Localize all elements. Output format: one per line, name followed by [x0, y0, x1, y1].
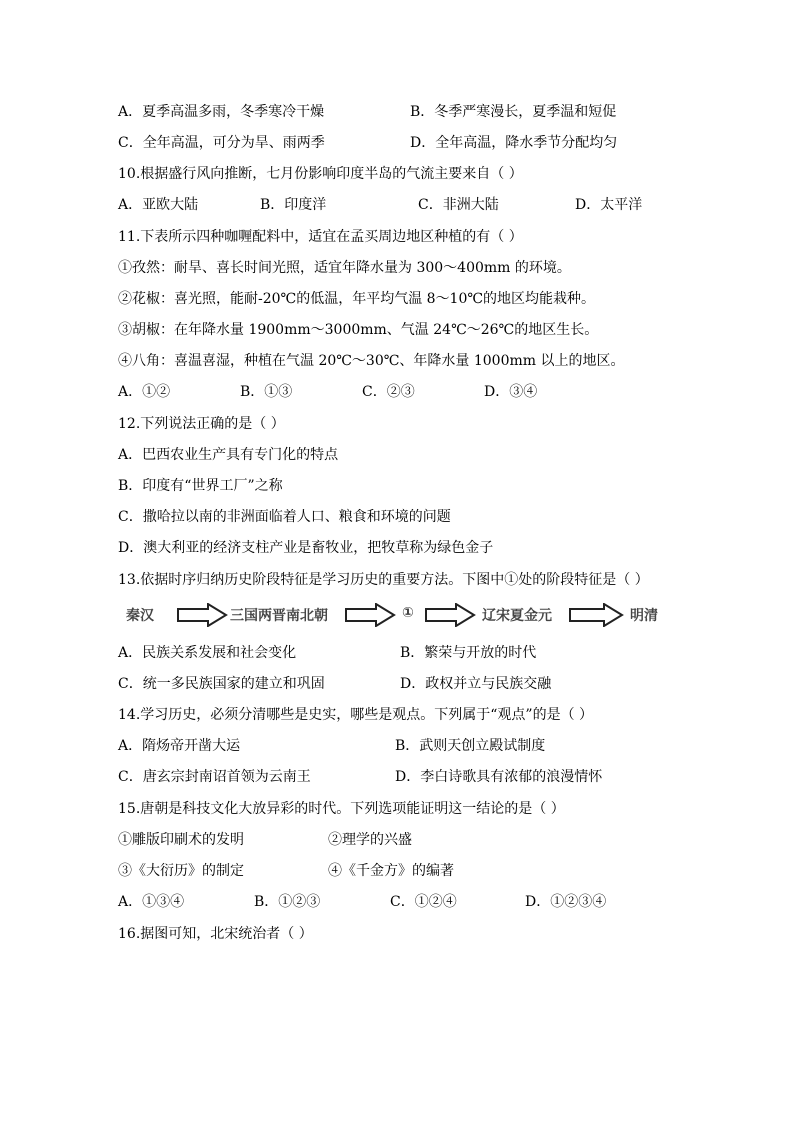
timeline-arrow-icon — [344, 603, 396, 627]
q11-option-b: B．①③ — [240, 384, 293, 400]
timeline-stage-liaosong: 辽宋夏金元 — [482, 608, 552, 624]
q13-option-a: A．民族关系发展和社会变化 — [118, 645, 297, 661]
q15-item-4: ④《千金方》的编著 — [328, 863, 454, 879]
timeline-arrow-icon — [176, 603, 228, 627]
q10-option-b: B．印度洋 — [260, 197, 327, 213]
q11-option-c: C．②③ — [362, 384, 415, 400]
q14-option-b: B．武则天创立殿试制度 — [395, 738, 546, 754]
q12-stem: 12.下列说法正确的是（ ） — [118, 416, 285, 432]
q15-option-b: B．①②③ — [254, 894, 321, 910]
q12-option-d: D．澳大利亚的经济支柱产业是畜牧业，把牧草称为绿色金子 — [118, 540, 494, 556]
q11-stem: 11.下表所示四种咖喱配料中，适宜在孟买周边地区种植的有（ ） — [118, 229, 523, 245]
q11-option-d: D．③④ — [484, 384, 538, 400]
timeline-stage-qinhan: 秦汉 — [126, 608, 154, 624]
q15-item-2: ②理学的兴盛 — [328, 832, 412, 848]
q11-option-a: A．①② — [118, 384, 171, 400]
q15-item-3: ③《大衍历》的制定 — [118, 863, 244, 879]
timeline-arrow-icon — [568, 603, 624, 627]
q15-stem: 15.唐朝是科技文化大放异彩的时代。下列选项能证明这一结论的是（ ） — [118, 801, 565, 817]
timeline-stage-blank: ① — [402, 605, 414, 621]
q10-stem: 10.根据盛行风向推断，七月份影响印度半岛的气流主要来自（ ） — [118, 166, 523, 182]
q9-option-d: D．全年高温，降水季节分配均匀 — [410, 135, 618, 151]
q15-option-c: C．①②④ — [390, 894, 457, 910]
timeline-stage-mingqing: 明清 — [630, 608, 658, 624]
q12-option-a: A．巴西农业生产具有专门化的特点 — [118, 447, 339, 463]
timeline-arrow-icon — [424, 603, 476, 627]
q12-option-c: C．撒哈拉以南的非洲面临着人口、粮食和环境的问题 — [118, 509, 451, 525]
q13-option-c: C．统一多民族国家的建立和巩固 — [118, 676, 325, 692]
q12-option-b: B．印度有“世界工厂”之称 — [118, 478, 283, 494]
q14-stem: 14.学习历史，必须分清哪些是史实，哪些是观点。下列属于“观点”的是（ ） — [118, 707, 594, 723]
q9-option-a: A．夏季高温多雨，冬季寒冷干燥 — [118, 104, 325, 120]
q14-option-d: D．李白诗歌具有浓郁的浪漫情怀 — [395, 769, 603, 785]
q10-option-a: A．亚欧大陆 — [118, 197, 199, 213]
q10-option-c: C．非洲大陆 — [418, 197, 499, 213]
q15-option-d: D．①②③④ — [525, 894, 607, 910]
q14-option-a: A．隋炀帝开凿大运 — [118, 738, 241, 754]
q15-option-a: A．①③④ — [118, 894, 185, 910]
q11-item-4: ④八角：喜温喜湿，种植在气温 20℃～30℃、年降水量 1000mm 以上的地区。 — [118, 353, 625, 369]
q15-item-1: ①雕版印刷术的发明 — [118, 832, 244, 848]
q9-option-b: B．冬季严寒漫长，夏季温和短促 — [410, 104, 617, 120]
timeline-stage-sanguo: 三国两晋南北朝 — [230, 608, 328, 624]
q11-item-2: ②花椒：喜光照，能耐-20℃的低温，年平均气温 8～10℃的地区均能栽种。 — [118, 291, 596, 307]
q13-option-d: D．政权并立与民族交融 — [400, 676, 552, 692]
q11-item-1: ①孜然：耐旱、喜长时间光照，适宜年降水量为 300～400mm 的环境。 — [118, 260, 571, 276]
q14-option-c: C．唐玄宗封南诏首领为云南王 — [118, 769, 311, 785]
q13-option-b: B．繁荣与开放的时代 — [400, 645, 537, 661]
q13-stem: 13.依据时序归纳历史阶段特征是学习历史的重要方法。下图中①处的阶段特征是（ ） — [118, 572, 649, 588]
q16-stem: 16.据图可知，北宋统治者（ ） — [118, 926, 313, 942]
q11-item-3: ③胡椒：在年降水量 1900mm～3000mm、气温 24℃～26℃的地区生长。 — [118, 322, 599, 338]
q10-option-d: D．太平洋 — [575, 197, 643, 213]
q13-timeline-diagram — [118, 600, 666, 630]
q9-option-c: C．全年高温，可分为旱、雨两季 — [118, 135, 325, 151]
